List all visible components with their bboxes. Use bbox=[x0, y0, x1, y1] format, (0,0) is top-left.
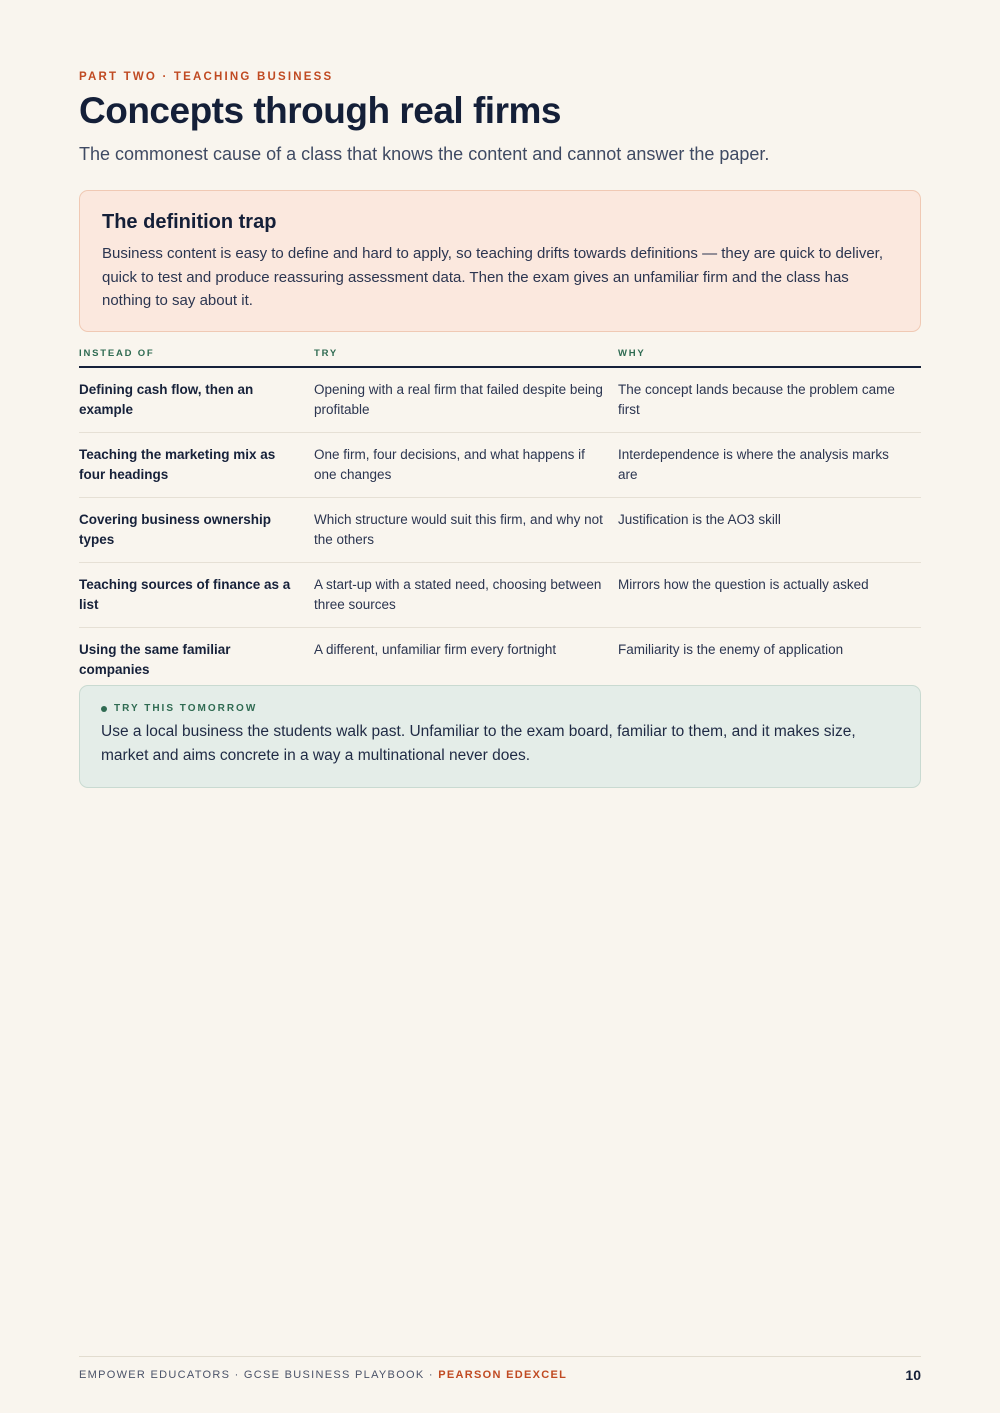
column-header-try: TRY bbox=[314, 346, 618, 367]
page-subtitle: The commonest cause of a class that knows the content and cannot answer the paper. bbox=[79, 144, 770, 164]
tip-label: TRY THIS TOMORROW bbox=[114, 703, 258, 714]
page-footer bbox=[79, 1356, 921, 1383]
table-row bbox=[79, 628, 921, 693]
footer-text: EMPOWER EDUCATORS · GCSE BUSINESS PLAYBOOK · bbox=[79, 1369, 439, 1381]
instead-cell: Defining cash flow, then an example bbox=[79, 367, 314, 433]
page-number: 10 bbox=[905, 1367, 921, 1383]
instead-cell: Teaching sources of finance as a list bbox=[79, 563, 314, 628]
try-cell: Opening with a real firm that failed despite being profitable bbox=[314, 367, 618, 433]
section-eyebrow: PART TWO · TEACHING BUSINESS bbox=[79, 71, 334, 83]
column-header-instead-of: INSTEAD OF bbox=[79, 346, 314, 367]
comparison-table bbox=[79, 346, 921, 692]
why-cell: Familiarity is the enemy of application bbox=[618, 642, 844, 657]
try-cell: A different, unfamiliar firm every fortnight bbox=[314, 642, 557, 657]
try-cell: Which structure would suit this firm, and why not the others bbox=[314, 498, 618, 563]
why-cell: Mirrors how the question is actually asked bbox=[618, 563, 921, 628]
tip-body: Use a local business the students walk past. Unfamiliar to the exam board, familiar to them, and it makes size, market and aims concrete in a way a multinational never does. bbox=[101, 723, 856, 764]
why-cell: The concept lands because the problem came first bbox=[618, 367, 921, 433]
definition-trap-callout bbox=[79, 190, 921, 332]
bullet-dot-icon bbox=[101, 706, 107, 712]
table-row bbox=[79, 563, 921, 628]
footer-brand: PEARSON EDEXCEL bbox=[438, 1369, 568, 1381]
column-header-why: WHY bbox=[618, 346, 921, 367]
table-row bbox=[79, 433, 921, 498]
table-header-row bbox=[79, 346, 921, 367]
callout-heading: The definition trap bbox=[102, 211, 277, 233]
try-cell: One firm, four decisions, and what happens if one changes bbox=[314, 433, 618, 498]
page-title: Concepts through real firms bbox=[79, 90, 561, 131]
try-cell: A start-up with a stated need, choosing between three sources bbox=[314, 563, 618, 628]
callout-body: Business content is easy to define and hard to apply, so teaching drifts towards definitions — they are quick to deliver, quick to test and produce reassuring assessment data. Then the exam gives an unfamiliar firm and the class has nothing to say about it. bbox=[102, 245, 883, 309]
table-row bbox=[79, 498, 921, 563]
try-this-tomorrow-callout bbox=[79, 685, 921, 788]
why-cell: Interdependence is where the analysis marks are bbox=[618, 433, 921, 498]
why-cell: Justification is the AO3 skill bbox=[618, 498, 921, 563]
table-row bbox=[79, 367, 921, 433]
instead-cell: Using the same familiar companies bbox=[79, 642, 231, 677]
instead-cell: Covering business ownership types bbox=[79, 498, 314, 563]
instead-cell: Teaching the marketing mix as four headings bbox=[79, 433, 314, 498]
